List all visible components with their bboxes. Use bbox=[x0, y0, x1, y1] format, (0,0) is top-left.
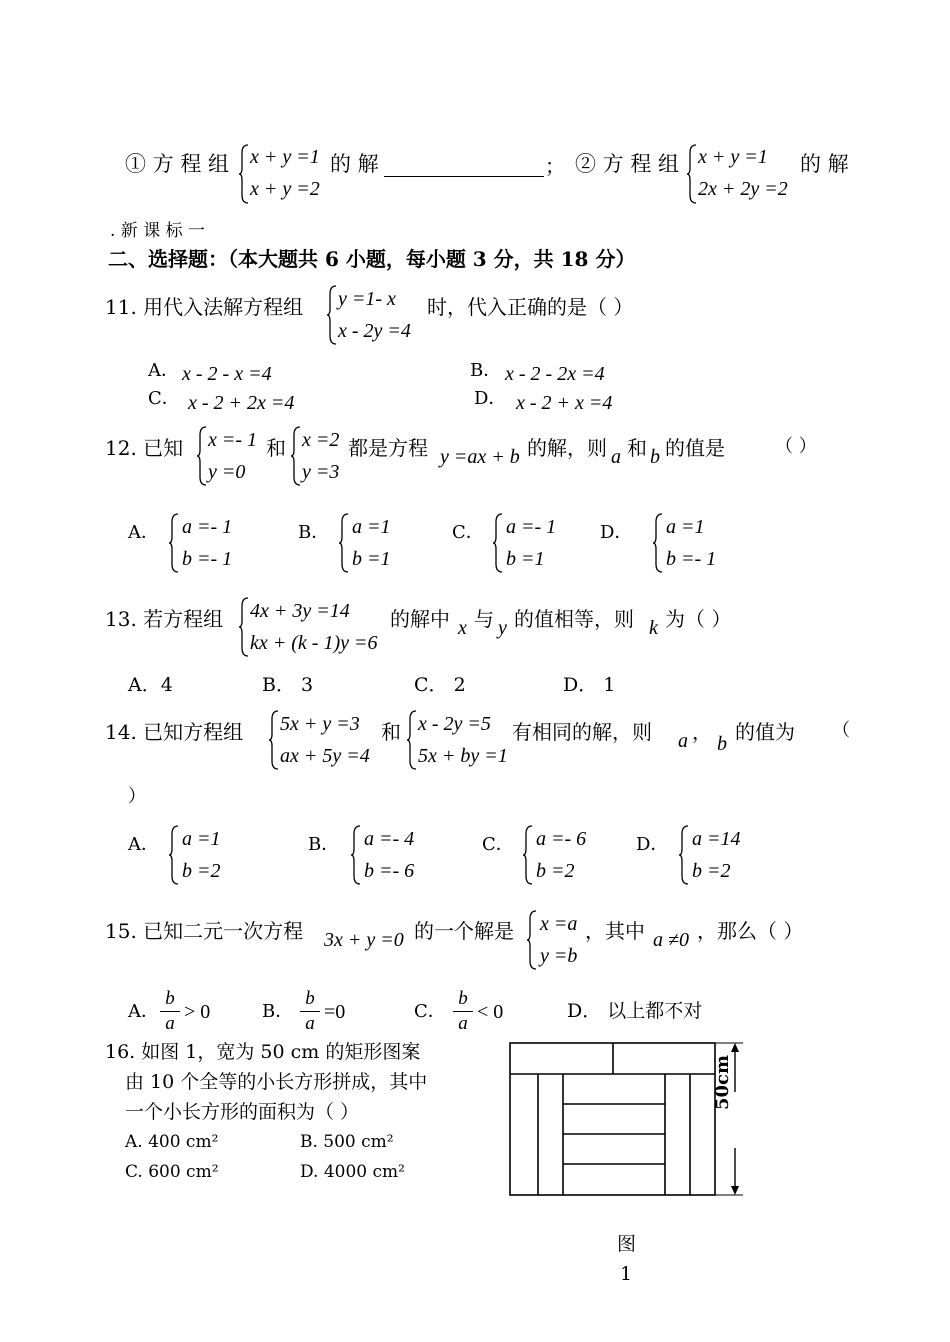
q10-system-1 bbox=[238, 143, 338, 205]
brace-icon bbox=[522, 824, 534, 886]
q11-option-d[interactable]: x - 2 + x =4 bbox=[516, 392, 613, 414]
q14-c-row1: a =- 6 bbox=[536, 828, 587, 850]
q12-option-d[interactable] bbox=[652, 512, 732, 574]
q10-tail-text: . 新 课 标 一 bbox=[110, 221, 206, 241]
q12-d-row2: b =- 1 bbox=[666, 548, 717, 570]
q14-option-b-label[interactable]: B． bbox=[308, 834, 340, 855]
brace-icon bbox=[168, 824, 180, 886]
section-2-heading: 二、选择题：（本大题共 6 小题，每小题 3 分，共 18 分） bbox=[108, 247, 636, 271]
q13-option-c[interactable]: C． 2 bbox=[414, 674, 466, 696]
q13-var-y: y bbox=[498, 617, 507, 639]
q10-part1-prefix: ① 方 程 组 bbox=[125, 152, 230, 176]
fraction-bar bbox=[300, 1011, 320, 1012]
q12-sys1-row2: y =0 bbox=[208, 461, 246, 483]
q12-option-b[interactable] bbox=[338, 512, 408, 574]
q12-and: 和 bbox=[266, 436, 286, 460]
q10-part2-prefix: ② 方 程 组 bbox=[575, 152, 680, 176]
brace-icon bbox=[290, 425, 302, 487]
q15-condition: a ≠0 bbox=[653, 929, 689, 951]
q14-and: 和 bbox=[381, 720, 401, 744]
q11-stem-a: 11. 用代入法解方程组 bbox=[105, 295, 304, 319]
arrow-down-icon bbox=[731, 1186, 739, 1195]
q14-option-c-label[interactable]: C． bbox=[482, 834, 514, 855]
q10-system-2 bbox=[686, 143, 806, 205]
q13-stem-a: 13. 若方程组 bbox=[105, 607, 224, 631]
q10-separator: ； bbox=[545, 154, 565, 178]
q15-sys-row1: x =a bbox=[540, 913, 578, 935]
brace-icon bbox=[238, 596, 250, 658]
brace-icon bbox=[678, 824, 690, 886]
q12-option-c[interactable] bbox=[492, 512, 572, 574]
q13-option-d[interactable]: D． 1 bbox=[563, 674, 616, 696]
q12-var-b: b bbox=[650, 446, 660, 468]
q16-option-a[interactable]: A. 400 cm² bbox=[125, 1132, 219, 1152]
q14-var-b: b bbox=[717, 733, 727, 755]
q11-option-a[interactable]: x - 2 - x =4 bbox=[182, 363, 272, 385]
q15-option-c-label[interactable]: C． bbox=[414, 1001, 446, 1022]
q14-sys1-row1: 5x + y =3 bbox=[280, 713, 360, 735]
q15-option-b-label[interactable]: B． bbox=[262, 1001, 294, 1022]
q15-equation: 3x + y =0 bbox=[324, 929, 404, 951]
q12-system-1 bbox=[196, 425, 266, 487]
q15-option-a-relation[interactable]: > 0 bbox=[184, 1001, 211, 1023]
q16-figure-caption-1: 图 bbox=[617, 1233, 637, 1255]
brace-icon bbox=[492, 512, 504, 574]
q14-option-a-label[interactable]: A． bbox=[128, 834, 159, 855]
q12-stem-a: 12. 已知 bbox=[105, 436, 184, 460]
q13-system bbox=[238, 596, 388, 658]
q12-sys2-row2: y =3 bbox=[302, 461, 340, 483]
q14-option-b[interactable] bbox=[350, 824, 430, 886]
brace-icon bbox=[686, 143, 698, 205]
q11-system bbox=[326, 284, 436, 346]
q14-sys2-row1: x - 2y =5 bbox=[418, 713, 491, 735]
q16-line-1: 16. 如图 1，宽为 50 cm 的矩形图案 bbox=[105, 1041, 421, 1063]
q10-sys2-row2: 2x + 2y =2 bbox=[698, 178, 788, 200]
q13-option-a[interactable]: A．4 bbox=[128, 674, 173, 696]
q14-option-a[interactable] bbox=[168, 824, 248, 886]
q15-option-d[interactable]: D． 以上都不对 bbox=[567, 1000, 703, 1022]
q16-option-d[interactable]: D. 4000 cm² bbox=[300, 1162, 405, 1182]
q12-stem-d: 的值是 bbox=[665, 436, 725, 460]
q11-sys-row2: x - 2y =4 bbox=[338, 320, 411, 342]
q14-system-2 bbox=[406, 709, 516, 771]
q14-stem-a: 14. 已知方程组 bbox=[105, 720, 244, 744]
q15-b-numerator: b bbox=[305, 988, 315, 1009]
q11-option-b[interactable]: x - 2 - 2x =4 bbox=[505, 363, 605, 385]
q15-option-c-relation[interactable]: < 0 bbox=[477, 1001, 504, 1023]
q16-figure-caption-2: 1 bbox=[620, 1263, 633, 1285]
q13-stem-d: 为（ ） bbox=[665, 607, 732, 631]
q10-answer-blank-1[interactable] bbox=[384, 154, 544, 177]
q14-option-d-label[interactable]: D． bbox=[636, 834, 669, 855]
q12-answer-paren[interactable]: （ ） bbox=[775, 436, 817, 457]
brace-icon bbox=[168, 512, 180, 574]
q11-sys-row1: y =1- x bbox=[338, 288, 396, 310]
q14-option-d[interactable] bbox=[678, 824, 758, 886]
q11-option-c-label[interactable]: C． bbox=[148, 388, 180, 409]
brace-icon bbox=[526, 909, 538, 971]
q15-c-numerator: b bbox=[458, 988, 468, 1009]
q13-option-b[interactable]: B． 3 bbox=[262, 674, 314, 696]
q13-with: 与 bbox=[474, 607, 494, 631]
q12-equation: y =ax + b bbox=[440, 446, 520, 468]
q14-b-row2: b =- 6 bbox=[364, 860, 415, 882]
q15-sys-row2: y =b bbox=[540, 945, 578, 967]
q16-option-c[interactable]: C. 600 cm² bbox=[125, 1162, 219, 1182]
q12-c-row1: a =- 1 bbox=[506, 516, 557, 538]
q15-stem-a: 15. 已知二元一次方程 bbox=[105, 919, 304, 943]
brace-icon bbox=[326, 284, 338, 346]
q15-a-numerator: b bbox=[165, 988, 175, 1009]
q12-c-row2: b =1 bbox=[506, 548, 545, 570]
q13-sys-row1: 4x + 3y =14 bbox=[250, 600, 350, 622]
q11-option-a-label[interactable]: A． bbox=[148, 360, 179, 381]
q14-paren-close[interactable]: ） bbox=[128, 786, 146, 807]
arrow-up-icon bbox=[731, 1043, 739, 1052]
q11-option-c[interactable]: x - 2 + 2x =4 bbox=[188, 392, 295, 414]
q12-stem-c: 的解，则 bbox=[527, 436, 607, 460]
q14-system-1 bbox=[268, 709, 378, 771]
q12-option-d-label[interactable]: D． bbox=[600, 522, 633, 543]
brace-icon bbox=[238, 143, 250, 205]
fraction-bar bbox=[453, 1011, 473, 1012]
q12-d-row1: a =1 bbox=[666, 516, 705, 538]
q13-var-x: x bbox=[458, 617, 467, 639]
q15-a-denominator: a bbox=[165, 1013, 175, 1034]
q14-a-row1: a =1 bbox=[182, 828, 221, 850]
q14-stem-b: 有相同的解，则 bbox=[512, 720, 652, 744]
q16-option-b[interactable]: B. 500 cm² bbox=[300, 1132, 394, 1152]
q14-b-row1: a =- 4 bbox=[364, 828, 415, 850]
q14-paren-open[interactable]: （ bbox=[832, 720, 850, 741]
q12-option-b-label[interactable]: B． bbox=[298, 522, 330, 543]
q13-var-k: k bbox=[649, 617, 658, 639]
q13-stem-c: 的值相等，则 bbox=[514, 607, 634, 631]
q15-option-b-fraction[interactable] bbox=[300, 988, 320, 1035]
q15-c-denominator: a bbox=[458, 1013, 468, 1034]
q13-sys-row2: kx + (k - 1)y =6 bbox=[250, 632, 378, 654]
brace-icon bbox=[350, 824, 362, 886]
q15-option-a-fraction[interactable] bbox=[160, 988, 180, 1035]
brace-icon bbox=[196, 425, 208, 487]
q15-option-b-relation[interactable]: =0 bbox=[324, 1001, 346, 1023]
q10-sys1-row1: x + y =1 bbox=[250, 146, 320, 168]
q16-line-2: 由 10 个全等的小长方形拼成，其中 bbox=[125, 1071, 428, 1093]
q12-a-row1: a =- 1 bbox=[182, 516, 233, 538]
q14-stem-c: 的值为 bbox=[735, 720, 795, 744]
q14-comma: ， bbox=[692, 720, 712, 744]
q12-stem-b: 都是方程 bbox=[348, 436, 428, 460]
q10-part1-suffix: 的 解 bbox=[330, 152, 379, 176]
q16-dimension-label: 50cm bbox=[712, 1054, 733, 1110]
q12-option-a[interactable] bbox=[168, 512, 248, 574]
q14-var-a: a bbox=[678, 730, 688, 752]
q12-a-row2: b =- 1 bbox=[182, 548, 233, 570]
q15-option-a-label[interactable]: A． bbox=[128, 1001, 159, 1022]
q12-sys1-row1: x =- 1 bbox=[208, 429, 258, 451]
q16-line-3: 一个小长方形的面积为（ ） bbox=[125, 1101, 360, 1123]
q13-stem-b: 的解中 bbox=[390, 607, 450, 631]
q10-sys2-row1: x + y =1 bbox=[698, 146, 768, 168]
q10-part2-suffix: 的 解 bbox=[800, 152, 849, 176]
q14-sys1-row2: ax + 5y =4 bbox=[280, 745, 370, 767]
q12-b-row2: b =1 bbox=[352, 548, 391, 570]
q11-option-b-label[interactable]: B． bbox=[470, 360, 502, 381]
fraction-bar bbox=[160, 1011, 180, 1012]
q14-a-row2: b =2 bbox=[182, 860, 221, 882]
brace-icon bbox=[652, 512, 664, 574]
q15-stem-c: ，其中 bbox=[585, 919, 645, 943]
q12-system-2 bbox=[290, 425, 350, 487]
q12-option-a-label[interactable]: A． bbox=[128, 522, 159, 543]
q14-d-row2: b =2 bbox=[692, 860, 731, 882]
q11-option-d-label[interactable]: D． bbox=[474, 388, 507, 409]
brace-icon bbox=[406, 709, 418, 771]
q15-option-c-fraction[interactable] bbox=[453, 988, 473, 1035]
q15-stem-d: ，那么（ ） bbox=[697, 919, 804, 943]
brace-icon bbox=[338, 512, 350, 574]
q12-sys2-row1: x =2 bbox=[302, 429, 340, 451]
q15-stem-b: 的一个解是 bbox=[414, 919, 514, 943]
brace-icon bbox=[268, 709, 280, 771]
q11-stem-b: 时，代入正确的是（ ） bbox=[427, 295, 634, 319]
q12-option-c-label[interactable]: C． bbox=[452, 522, 484, 543]
q12-var-a: a bbox=[611, 446, 621, 468]
q14-d-row1: a =14 bbox=[692, 828, 741, 850]
q14-sys2-row2: 5x + by =1 bbox=[418, 745, 508, 767]
q12-b-row1: a =1 bbox=[352, 516, 391, 538]
q12-and-2: 和 bbox=[627, 436, 647, 460]
q15-b-denominator: a bbox=[305, 1013, 315, 1034]
q10-sys1-row2: x + y =2 bbox=[250, 178, 320, 200]
q14-c-row2: b =2 bbox=[536, 860, 575, 882]
q14-option-c[interactable] bbox=[522, 824, 602, 886]
